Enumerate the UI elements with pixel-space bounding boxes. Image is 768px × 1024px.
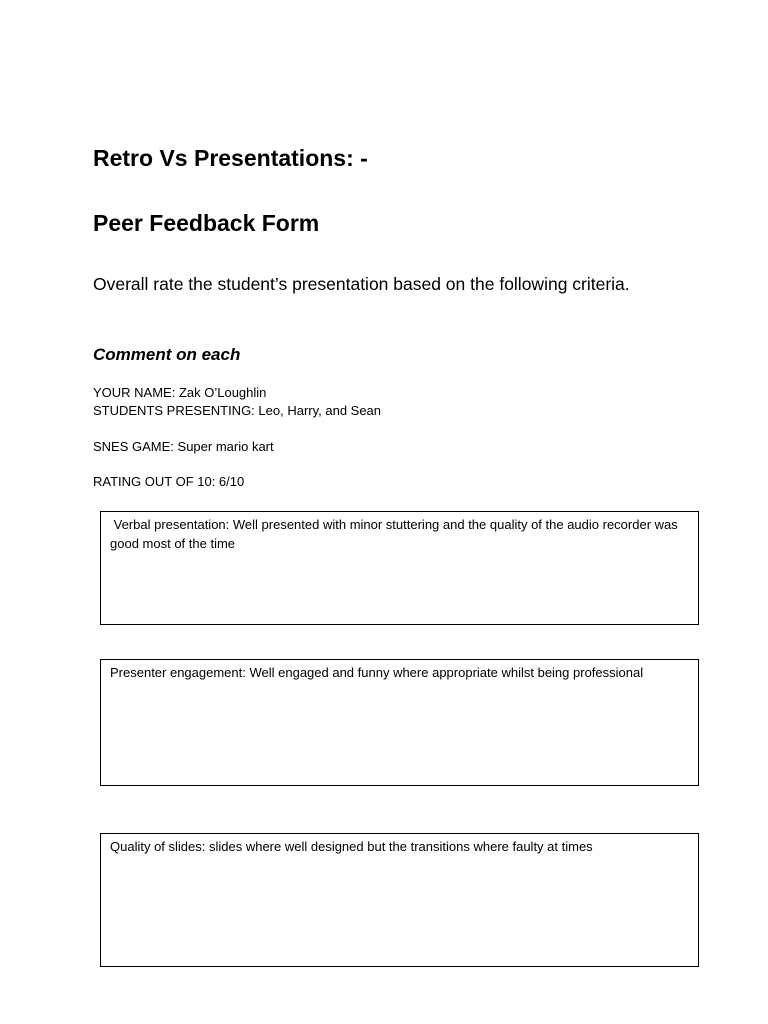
verbal-presentation-text: Verbal presentation: Well presented with minor stuttering and the quality of the audio recorder was good most of the time: [110, 517, 682, 551]
snes-game-line: SNES GAME: Super mario kart: [93, 439, 274, 454]
presenter-engagement-box: [100, 659, 699, 786]
intro-text: Overall rate the student’s presentation based on the following criteria.: [93, 274, 630, 294]
presenter-engagement-text: Presenter engagement: Well engaged and funny where appropriate whilst being professional: [110, 665, 644, 680]
quality-of-slides-box: [100, 833, 699, 967]
your-name-line: YOUR NAME: Zak O’Loughlin: [93, 385, 267, 400]
form-title: Retro Vs Presentations: -: [93, 145, 368, 171]
students-presenting-line: STUDENTS PRESENTING: Leo, Harry, and Sean: [93, 403, 382, 418]
rating-line: RATING OUT OF 10: 6/10: [93, 474, 245, 489]
quality-of-slides-text: Quality of slides: slides where well designed but the transitions where faulty at times: [110, 839, 593, 854]
verbal-presentation-box: [100, 511, 699, 625]
form-subtitle: Peer Feedback Form: [93, 210, 320, 236]
comment-heading: Comment on each: [93, 345, 241, 364]
